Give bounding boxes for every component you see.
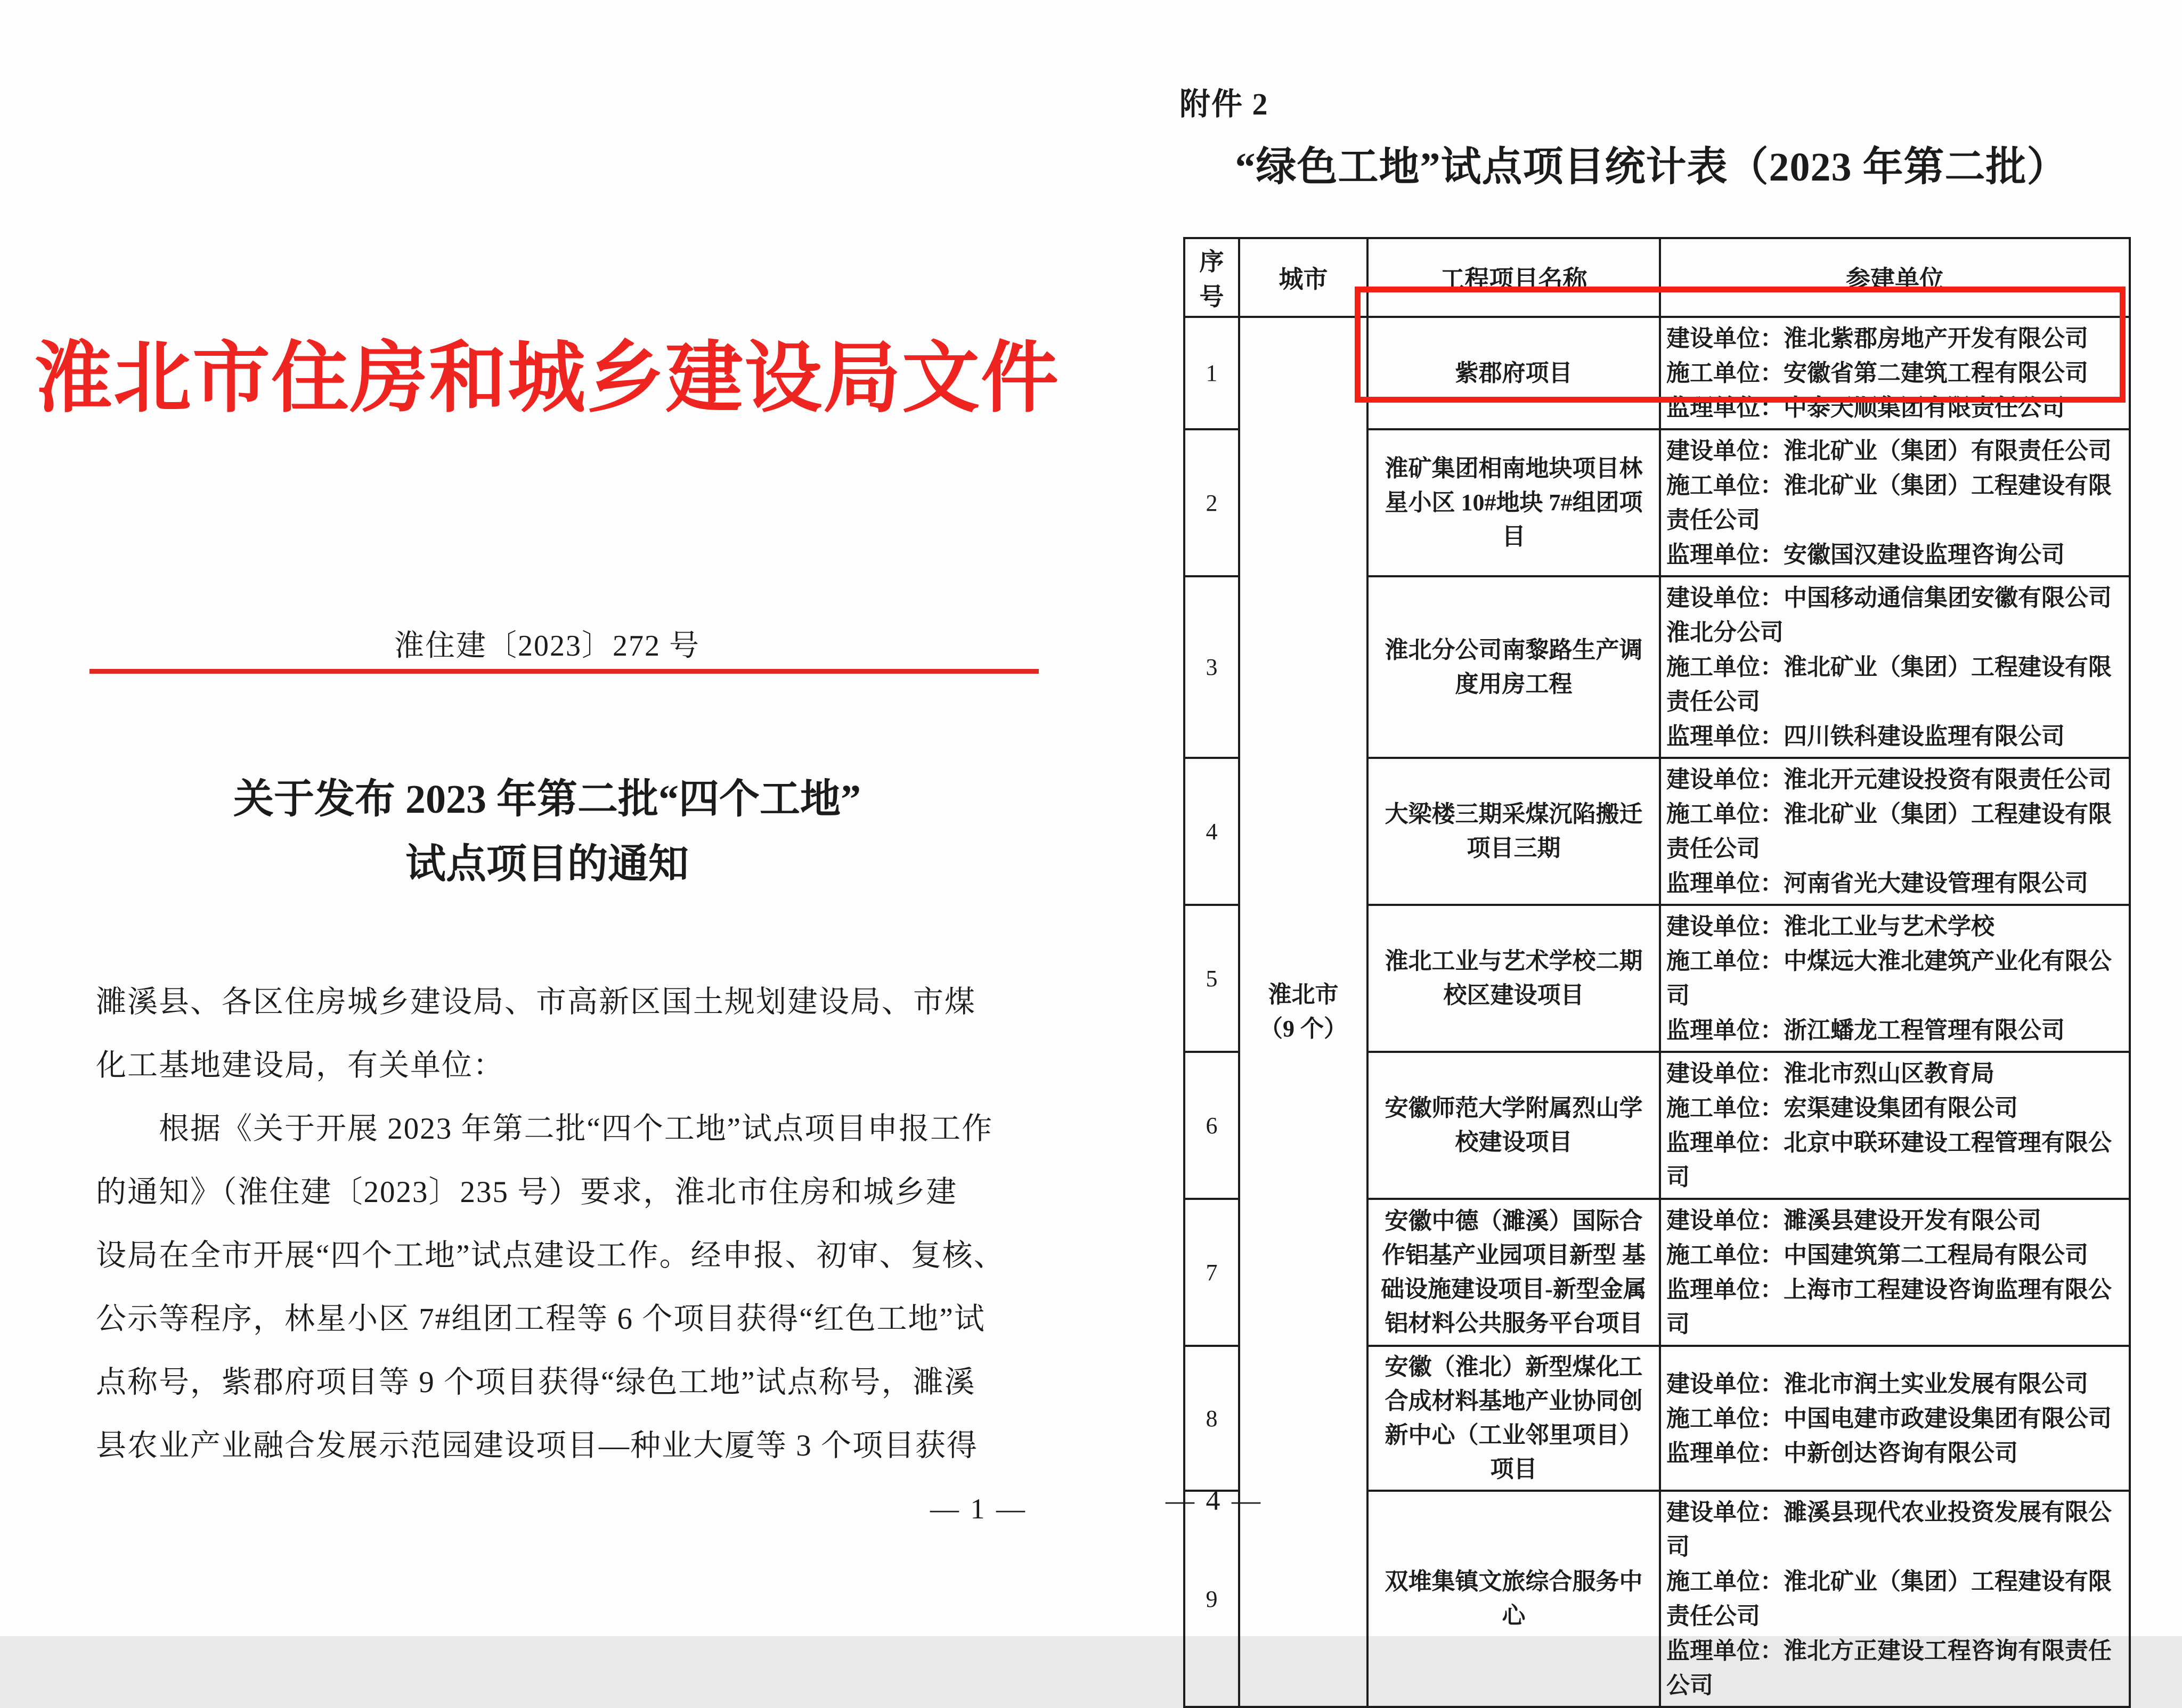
- row-no: 8: [1184, 1346, 1239, 1491]
- unit-line: 监理单位：中泰天顺集团有限责任公司: [1666, 395, 2065, 421]
- units-cell: [1660, 576, 2130, 758]
- unit-line: 监理单位：上海市工程建设咨询监理有限公司: [1666, 1277, 2112, 1337]
- projects-table-wrapper: [1183, 237, 2130, 1708]
- unit-line: 施工单位：宏渠建设集团有限公司: [1666, 1095, 2018, 1121]
- unit-line: 施工单位：中煤远大淮北建筑产业化有限公司: [1666, 948, 2112, 1009]
- body-line: 的通知》（淮住建〔2023〕235 号）要求，淮北市住房和城乡建: [96, 1175, 958, 1209]
- unit-line: 建设单位：濉溪县现代农业投资发展有限公司: [1666, 1499, 2112, 1560]
- unit-line: 建设单位：淮北工业与艺术学校: [1666, 913, 1994, 939]
- doc-number: 淮住建〔2023〕272 号: [394, 630, 700, 663]
- header-cell-project: 工程项目名称: [1367, 238, 1660, 317]
- project-cell: 安徽中德（濉溪）国际合作铝基产业园项目新型 基础设施建设项目-新型金属铝材料公共服务平台项目: [1367, 1199, 1660, 1346]
- units-cell: [1660, 1199, 2130, 1346]
- table-title: “绿色工地”试点项目统计表（2023 年第二批）: [1235, 145, 2068, 190]
- unit-line: 施工单位：淮北矿业（集团）工程建设有限责任公司: [1666, 472, 2112, 533]
- project-cell: 紫郡府项目: [1367, 317, 1660, 429]
- page-number-right: — 4 —: [1166, 1484, 1263, 1516]
- project-cell: 淮北分公司南黎路生产调度用房工程: [1367, 576, 1660, 758]
- city-line: 淮北市: [1268, 982, 1339, 1008]
- unit-line: 建设单位：中国移动通信集团安徽有限公司淮北分公司: [1666, 585, 2112, 645]
- header-cell-units: 参建单位: [1660, 238, 2130, 317]
- units-cell: [1660, 905, 2130, 1052]
- unit-line: 施工单位：淮北矿业（集团）工程建设有限责任公司: [1666, 654, 2112, 715]
- unit-line: 监理单位：浙江蟠龙工程管理有限公司: [1666, 1017, 2065, 1043]
- units-cell: [1660, 1491, 2130, 1707]
- row-no: 4: [1184, 758, 1239, 905]
- project-cell: 淮北工业与艺术学校二期校区建设项目: [1367, 905, 1660, 1052]
- header-cell-city: 城市: [1239, 238, 1367, 317]
- project-cell: 安徽师范大学附属烈山学校建设项目: [1367, 1052, 1660, 1199]
- page-left: [34, 0, 1060, 1636]
- table-row: [1184, 317, 2130, 429]
- doc-title-line1: 关于发布 2023 年第二批“四个工地”: [233, 777, 861, 822]
- red-divider-rule: [89, 669, 1039, 674]
- units-cell: [1660, 317, 2130, 429]
- unit-line: 建设单位：淮北市烈山区教育局: [1666, 1060, 1994, 1086]
- unit-line: 建设单位：濉溪县建设开发有限公司: [1666, 1207, 2041, 1233]
- row-no: 3: [1184, 576, 1239, 758]
- header-cell-no: 序号: [1184, 238, 1239, 317]
- unit-line: 施工单位：安徽省第二建筑工程有限公司: [1666, 360, 2088, 386]
- row-no: 5: [1184, 905, 1239, 1052]
- units-cell: [1660, 429, 2130, 576]
- units-cell: [1660, 1346, 2130, 1491]
- unit-line: 监理单位：河南省光大建设管理有限公司: [1666, 870, 2088, 896]
- body-line: 县农业产业融合发展示范园建设项目—种业大厦等 3 个项目获得: [96, 1429, 978, 1462]
- unit-line: 建设单位：淮北紫郡房地产开发有限公司: [1666, 325, 2088, 352]
- body-paragraph: [96, 970, 1021, 1477]
- row-no: 6: [1184, 1052, 1239, 1199]
- org-title: 淮北市住房和城乡建设局文件: [35, 336, 1060, 422]
- row-no: 9: [1184, 1491, 1239, 1707]
- unit-line: 施工单位：中国电建市政建设集团有限公司: [1666, 1405, 2112, 1432]
- row-no: 1: [1184, 317, 1239, 429]
- attachment-label: 附件 2: [1179, 87, 1269, 121]
- doc-title-line2: 试点项目的通知: [405, 842, 689, 887]
- body-line: 化工基地建设局，有关单位：: [96, 1049, 504, 1082]
- doc-title: [34, 767, 1060, 897]
- body-line: 根据《关于开展 2023 年第二批“四个工地”试点项目申报工作: [159, 1112, 994, 1146]
- unit-line: 监理单位：中新创达咨询有限公司: [1666, 1440, 2018, 1466]
- unit-line: 施工单位：淮北矿业（集团）工程建设有限责任公司: [1666, 801, 2112, 862]
- project-cell: 大梁楼三期采煤沉陷搬迁项目三期: [1367, 758, 1660, 905]
- table-header-row: [1184, 238, 2130, 317]
- row-no: 7: [1184, 1199, 1239, 1346]
- units-cell: [1660, 758, 2130, 905]
- unit-line: 监理单位：四川铁科建设监理有限公司: [1666, 723, 2065, 749]
- body-line: 设局在全市开展“四个工地”试点建设工作。经申报、初审、复核、: [96, 1239, 1005, 1272]
- unit-line: 监理单位：北京中联环建设工程管理有限公司: [1666, 1130, 2112, 1190]
- project-cell: 淮矿集团相南地块项目林星小区 10#地块 7#组团项目: [1367, 429, 1660, 576]
- unit-line: 建设单位：淮北市润土实业发展有限公司: [1666, 1370, 2088, 1397]
- body-line: 公示等程序，林星小区 7#组团工程等 6 个项目获得“红色工地”试: [96, 1302, 986, 1336]
- unit-line: 建设单位：淮北矿业（集团）有限责任公司: [1666, 438, 2112, 464]
- row-no: 2: [1184, 429, 1239, 576]
- unit-line: 监理单位：淮北方正建设工程咨询有限责任公司: [1666, 1638, 2112, 1698]
- body-line: 点称号，紫郡府项目等 9 个项目获得“绿色工地”试点称号，濉溪: [96, 1366, 976, 1399]
- unit-line: 施工单位：中国建筑第二工程局有限公司: [1666, 1242, 2088, 1268]
- city-line: （9 个）: [1259, 1016, 1347, 1042]
- units-cell: [1660, 1052, 2130, 1199]
- project-cell: 安徽（淮北）新型煤化工合成材料基地产业协同创新中心（工业邻里项目）项目: [1367, 1346, 1660, 1491]
- body-line: 濉溪县、各区住房城乡建设局、市高新区国土规划建设局、市煤: [96, 985, 976, 1019]
- page-right: [1166, 0, 2173, 1698]
- project-cell: 双堆集镇文旅综合服务中心: [1367, 1491, 1660, 1707]
- unit-line: 建设单位：淮北开元建设投资有限责任公司: [1666, 766, 2112, 792]
- projects-table: [1183, 237, 2131, 1708]
- page-number-left: — 1 —: [930, 1493, 1027, 1525]
- unit-line: 监理单位：安徽国汉建设监理咨询公司: [1666, 542, 2065, 568]
- unit-line: 施工单位：淮北矿业（集团）工程建设有限责任公司: [1666, 1568, 2112, 1629]
